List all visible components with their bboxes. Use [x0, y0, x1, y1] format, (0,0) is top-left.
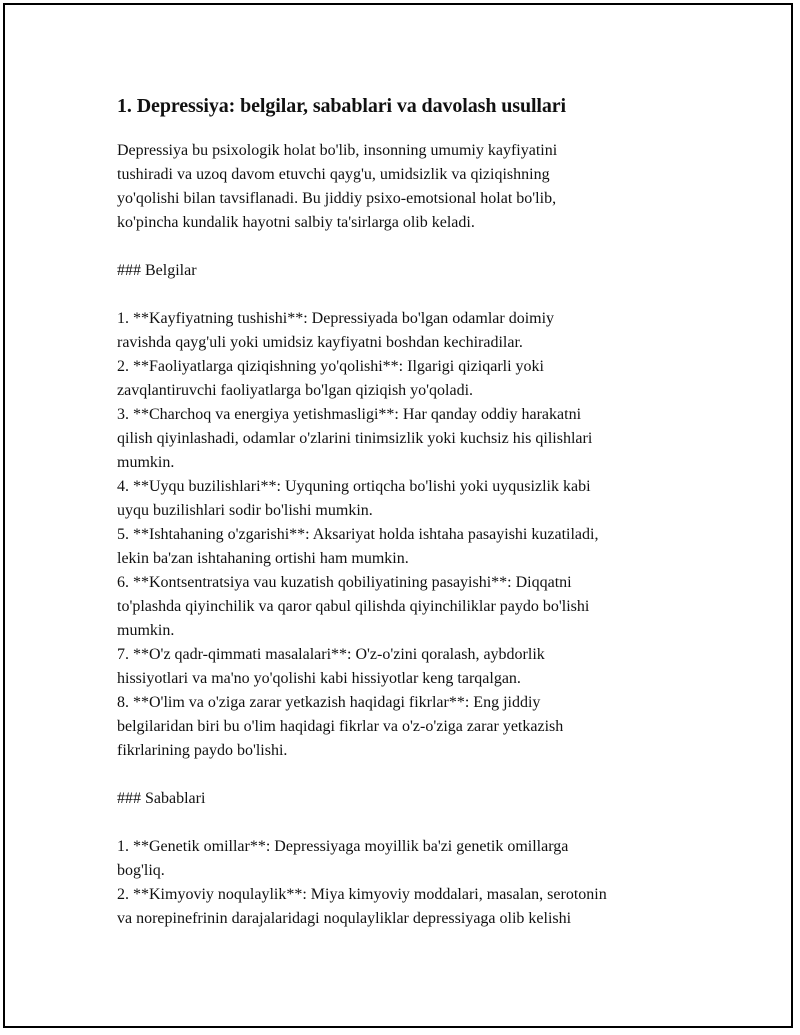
list-item: 1. **Kayfiyatning tushishi**: Depressiyada bo'lgan odamlar doimiy ravishda qayg'uli yoki umidsiz kayfiyatni boshdan kechiradilar.	[117, 310, 555, 351]
document-title: 1. Depressiya: belgilar, sabablari va davolash usullari	[117, 95, 567, 117]
list-item: 2. **Kimyoviy noqulaylik**: Miya kimyoviy moddalari, masalan, serotonin va norepinefrinin darajalaridagi noqulayliklar depressiyaga olib kelishi	[117, 886, 607, 927]
list-item: 5. **Ishtahaning o'zgarishi**: Aksariyat holda ishtaha pasayishi kuzatiladi, lekin ba'zan ishtahaning ortishi ham mumkin.	[117, 526, 599, 567]
list-item: 3. **Charchoq va energiya yetishmasligi**: Har qanday oddiy harakatni qilish qiyinlashadi, odamlar o'zlarini tinimsizlik yoki kuchsiz his qilishlari mumkin.	[117, 406, 593, 471]
spacer	[117, 763, 717, 787]
list-item: 2. **Faoliyatlarga qiziqishning yo'qolishi**: Ilgarigi qiziqarli yoki zavqlantiruvchi faoliyatlarga bo'lgan qiziqish yo'qoladi.	[117, 358, 544, 399]
spacer	[117, 811, 717, 835]
intro-paragraph: Depressiya bu psixologik holat bo'lib, insonning umumiy kayfiyatini tushiradi va uzoq davom etuvchi qayg'u, umidsizlik va qiziqishning yo'qolishi bilan tavsiflanadi. Bu jiddiy psixo-emotsional holat bo'lib, ko'pincha kundalik hayotni salbiy ta'sirlarga olib keladi.	[117, 142, 558, 231]
sabablari-heading: ### Sabablari	[117, 790, 206, 807]
list-item: 1. **Genetik omillar**: Depressiyaga moyillik ba'zi genetik omillarga bog'liq.	[117, 838, 569, 879]
list-item: 6. **Kontsentratsiya vau kuzatish qobiliyatining pasayishi**: Diqqatni to'plashda qiyinchilik va qaror qabul qilishda qiyinchiliklar paydo bo'lishi mumkin.	[117, 574, 590, 639]
sabablari-list	[117, 835, 717, 931]
spacer	[117, 235, 717, 259]
spacer	[117, 283, 717, 307]
document-body	[117, 93, 717, 931]
list-item: 7. **O'z qadr-qimmati masalalari**: O'z-o'zini qoralash, aybdorlik hissiyotlari va ma'no yo'qolishi kabi hissiyotlar keng tarqalgan.	[117, 646, 545, 687]
list-item: 4. **Uyqu buzilishlari**: Uyquning ortiqcha bo'lishi yoki uyqusizlik kabi uyqu buzilishlari sodir bo'lishi mumkin.	[117, 478, 591, 519]
belgilar-list	[117, 307, 717, 763]
belgilar-heading: ### Belgilar	[117, 262, 197, 279]
list-item: 8. **O'lim va o'ziga zarar yetkazish haqidagi fikrlar**: Eng jiddiy belgilaridan biri bu o'lim haqidagi fikrlar va o'z-o'ziga zarar yetkazish fikrlarining paydo bo'lishi.	[117, 694, 564, 759]
